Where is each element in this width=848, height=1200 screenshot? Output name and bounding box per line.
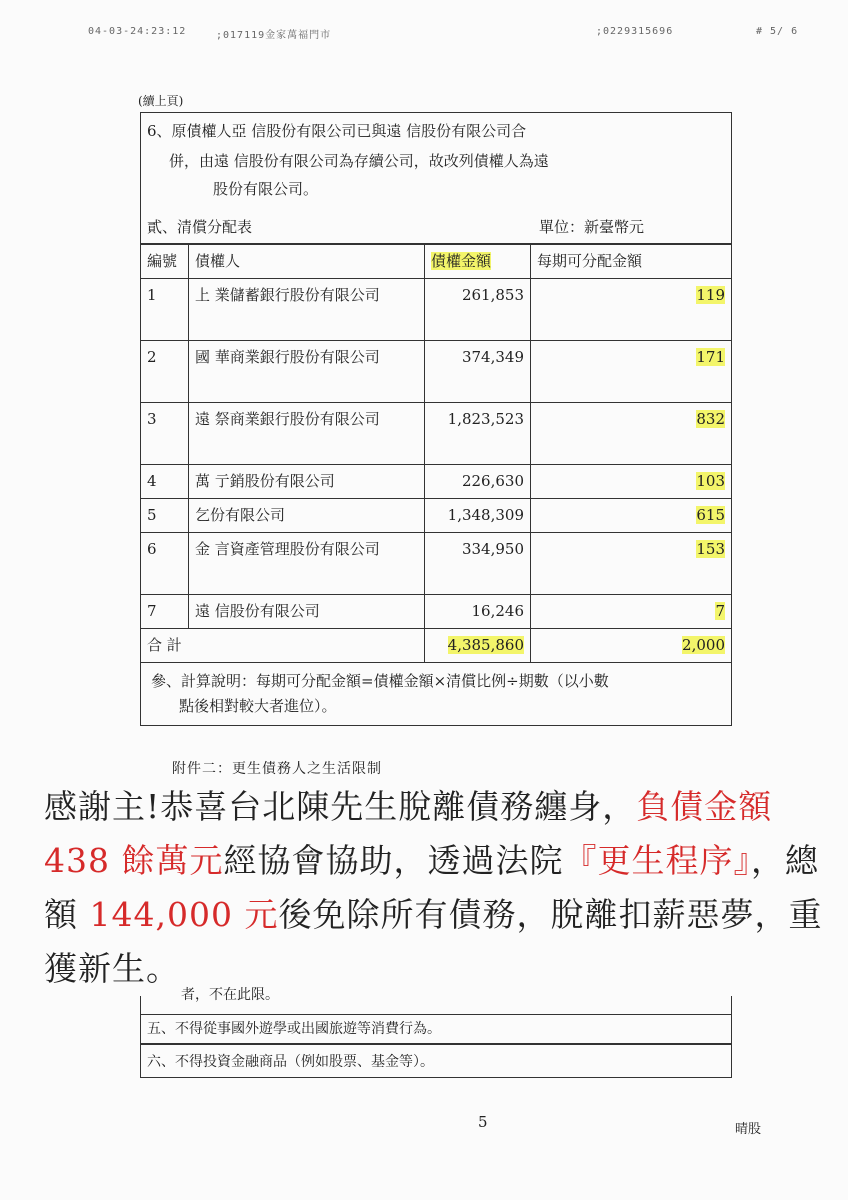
row-no: 5 — [141, 499, 189, 533]
calc-note-line1: 參、計算說明：每期可分配金額=債權金額×清償比例÷期數（以小數 — [151, 672, 609, 690]
row-creditor: 遠 信股份有限公司 — [189, 595, 425, 629]
row-creditor: 上 業儲蓄銀行股份有限公司 — [189, 279, 425, 341]
banner-text-1: 感謝主!恭喜台北陳先生脫離債務纏身， — [44, 787, 637, 826]
banner-total: 144,000 元 — [89, 895, 279, 934]
banner-text-4: 後免除所有債務，脫離扣薪惡夢，重獲新生。 — [44, 895, 823, 988]
attachment2-title: 附件二：更生債務人之生活限制 — [172, 761, 382, 777]
header-no: 編號 — [141, 245, 189, 279]
continued-label: (續上頁) — [138, 94, 184, 108]
table-row — [141, 341, 732, 403]
distribution-table — [140, 244, 732, 726]
table-row — [141, 499, 732, 533]
table-row — [141, 465, 732, 499]
calc-note-row — [141, 663, 732, 726]
row-per: 153 — [531, 533, 732, 595]
row-amount: 261,853 — [425, 279, 531, 341]
row-creditor: 乞份有限公司 — [189, 499, 425, 533]
total-amount: 4,385,860 — [425, 629, 531, 663]
fax-page: # 5/ 6 — [756, 26, 799, 37]
fax-sender: ;017119金家萬福門市 — [216, 30, 332, 41]
page-number: 5 — [478, 1113, 488, 1131]
table-row — [141, 533, 732, 595]
row-amount: 334,950 — [425, 533, 531, 595]
banner-debt-amount: 負債金額 438 餘萬元 — [44, 787, 773, 880]
banner-text-3: ，總額 — [44, 841, 819, 934]
note6-line3: 股份有限公司。 — [213, 180, 319, 198]
row-per: 103 — [531, 465, 732, 499]
row-amount: 374,349 — [425, 341, 531, 403]
calc-note — [141, 663, 732, 726]
rule-continued: 者，不在此限。 — [181, 987, 279, 1003]
row-no: 4 — [141, 465, 189, 499]
row-creditor: 金 言資產管理股份有限公司 — [189, 533, 425, 595]
banner-text-2: 經協會協助，透過法院 — [223, 841, 564, 880]
row-per: 171 — [531, 341, 732, 403]
row-no: 7 — [141, 595, 189, 629]
row-creditor: 遠 祭商業銀行股份有限公司 — [189, 403, 425, 465]
testimonial-banner — [44, 780, 824, 996]
note6-line2: 併，由遠 信股份有限公司為存續公司，故改列債權人為遠 — [169, 152, 549, 170]
header-creditor: 債權人 — [189, 245, 425, 279]
section2-unit: 單位：新臺幣元 — [539, 218, 645, 236]
row-per: 7 — [531, 595, 732, 629]
row-amount: 16,246 — [425, 595, 531, 629]
row-per: 119 — [531, 279, 732, 341]
row-no: 6 — [141, 533, 189, 595]
fax-phone: ;0229315696 — [596, 26, 674, 37]
stamp-text: 晴股 — [735, 1122, 762, 1137]
table-row — [141, 595, 732, 629]
row-amount: 1,348,309 — [425, 499, 531, 533]
rules-box-bottom — [140, 1044, 732, 1078]
row-per: 615 — [531, 499, 732, 533]
calc-note-line2: 點後相對較大者進位）。 — [179, 697, 337, 715]
table-total-row — [141, 629, 732, 663]
row-creditor: 萬 亍銷股份有限公司 — [189, 465, 425, 499]
total-per-period: 2,000 — [531, 629, 732, 663]
row-amount: 226,630 — [425, 465, 531, 499]
table-row — [141, 403, 732, 465]
row-no: 1 — [141, 279, 189, 341]
row-no: 3 — [141, 403, 189, 465]
table-header-row — [141, 245, 732, 279]
fax-datetime: 04-03-24:23:12 — [88, 26, 187, 37]
note6-box — [140, 112, 732, 244]
row-per: 832 — [531, 403, 732, 465]
row-no: 2 — [141, 341, 189, 403]
rule-6: 六、不得投資金融商品（例如股票、基金等）。 — [147, 1054, 434, 1070]
banner-procedure: 『更生程序』 — [563, 841, 751, 880]
total-label: 合 計 — [141, 629, 425, 663]
row-amount: 1,823,523 — [425, 403, 531, 465]
section2-title: 貳、清償分配表 — [147, 218, 253, 236]
rules-box-top — [140, 987, 732, 1044]
header-per-period: 每期可分配金額 — [531, 245, 732, 279]
table-row — [141, 279, 732, 341]
header-amount: 債權金額 — [425, 245, 531, 279]
rule-5: 五、不得從事國外遊學或出國旅遊等消費行為。 — [147, 1021, 441, 1037]
row-creditor: 國 華商業銀行股份有限公司 — [189, 341, 425, 403]
note6-line1: 6、原債權人亞 信股份有限公司已與遠 信股份有限公司合 — [147, 122, 527, 140]
